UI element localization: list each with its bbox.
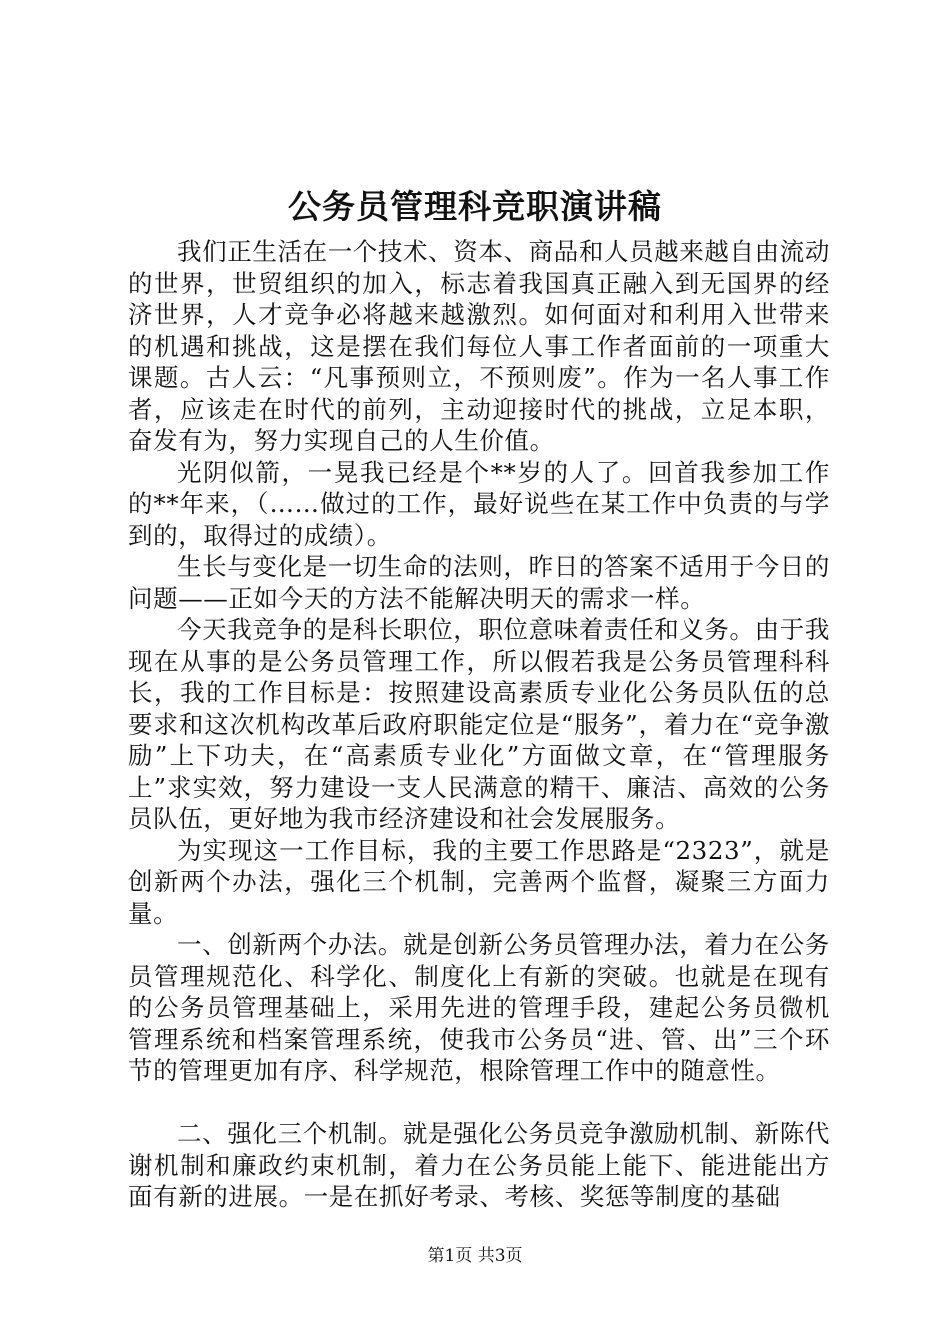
paragraph-goal: 今天我竞争的是科长职位，职位意味着责任和义务。由于我现在从事的是公务员管理工作，所以假若我是公务员管理科科长，我的工作目标是：按照建设高素质专业化公务员队伍的总要求和这次机构改革后政府职能定位是“服务”，着力在“竞争激励”上下功夫，在“高素质专业化”方面做文章，在“管理服务上”求实效，努力建设一支人民满意的精干、廉洁、高效的公务员队伍，更好地为我市经济建设和社会发展服务。 xyxy=(128,615,830,833)
document-title: 公务员管理科竞职演讲稿 xyxy=(288,187,662,226)
page-footer: 第1页 共3页 xyxy=(427,1246,523,1266)
paragraph-change: 生长与变化是一切生命的法则，昨日的答案不适用于今日的问题——正如今天的方法不能解决明天的需求一样。 xyxy=(128,552,830,613)
paragraph-section-two: 二、强化三个机制。就是强化公务员竞争激励机制、新陈代谢机制和廉政约束机制，着力在公务员能上能下、能进能出方面有新的进展。一是在抓好考录、考核、奖惩等制度的基础 xyxy=(128,1119,830,1211)
document-body xyxy=(128,236,830,1213)
paragraph-intro: 我们正生活在一个技术、资本、商品和人员越来越自由流动的世界，世贸组织的加入，标志着我国真正融入到无国界的经济世界，人才竞争必将越来越激烈。如何面对和利用入世带来的机遇和挑战，这是摆在我们每位人事工作者面前的一项重大课题。古人云：“凡事预则立，不预则废”。作为一名人事工作者，应该走在时代的前列，主动迎接时代的挑战，立足本职，奋发有为，努力实现自己的人生价值。 xyxy=(128,237,830,455)
paragraph-approach: 为实现这一工作目标，我的主要工作思路是“2323”，就是创新两个办法，强化三个机制，完善两个监督，凝聚三方面力量。 xyxy=(128,835,830,928)
paragraph-experience: 光阴似箭，一晃我已经是个**岁的人了。回首我参加工作的**年来，（……做过的工作，最好说些在某工作中负责的与学到的，取得过的成绩）。 xyxy=(128,457,830,550)
paragraph-section-one: 一、创新两个办法。就是创新公务员管理办法，着力在公务员管理规范化、科学化、制度化上有新的突破。也就是在现有的公务员管理基础上，采用先进的管理手段，建起公务员微机管理系统和档案管理系统，使我市公务员“进、管、出”三个环节的管理更加有序、科学规范，根除管理工作中的随意性。 xyxy=(128,930,830,1085)
